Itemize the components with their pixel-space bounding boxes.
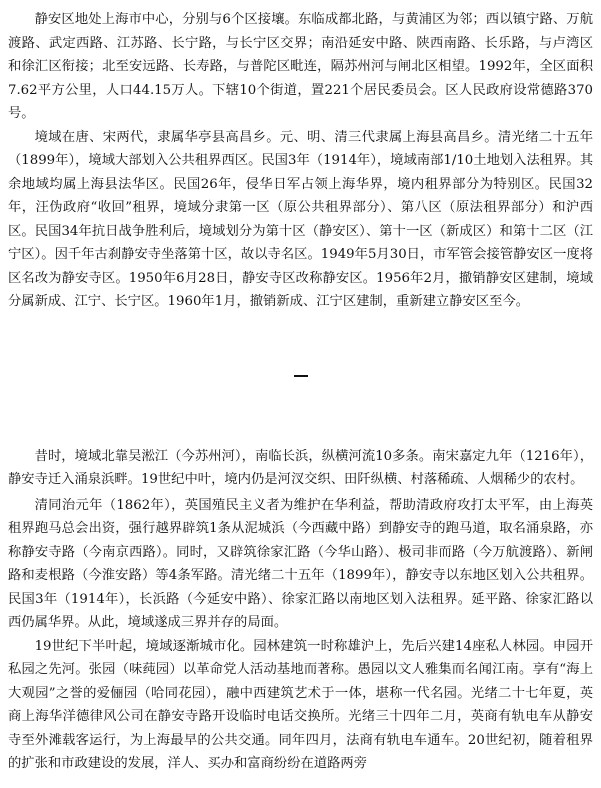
intro-paragraph-1: 静安区地处上海市中心，分别与6个区接壤。东临成都北路，与黄浦区为邻；西以镇宁路、万航渡路、武定西路、江苏路、长宁路，与长宁区交界；南沿延安中路、陕西南路、长乐路，与卢湾区和徐汇区衔接；北至安远路、长寿路，与普陀区毗连，隔苏州河与闸北区相望。1992年，全区面积7.62平方公里，人口44.15万人。下辖10个街道，置221个居民委员会。区人民政府设常德路370号。 xyxy=(8,12,593,121)
body-paragraph-2: 清同治元年（1862年），英国殖民主义者为维护在华利益，帮助清政府攻打太平军，由上海英租界跑马总会出资，强行越界辟筑1条从泥城浜（今西藏中路）到静安寺的跑马道，取名涌泉路，亦称静安寺路（今南京西路）。同时，又辟筑徐家汇路（今华山路）、极司非而路（今万航渡路）、新闸路和麦根路（今淮安路）等4条军路。清光绪二十五年（1899年），静安寺以东地区划入公共租界。民国3年（1914年），长浜路（今延安中路）、徐家汇路以南地区划入法租界。延平路、徐家汇路以西仍属华界。从此，境域遂成三界并存的局面。 xyxy=(8,497,593,630)
document-page xyxy=(8,8,593,776)
body-paragraph-3: 19世纪下半叶起，境域逐渐城市化。园林建筑一时称雄沪上，先后兴建14座私人林园。申园开私园之先河。张园（味莼园）以革命党人活动基地而著称。愚园以文人雅集而名闻江南。享有“海上大观园”之誉的爱俪园（哈同花园），融中西建筑艺术于一体，堪称一代名园。光绪二十七年夏，英商上海华洋德律风公司在静安寺路开设临时电话交换所。光绪三十四年二月，英商有轨电车从静安寺至外滩载客运行，为上海最早的公共交通。同年四月，法商有轨电车通车。20世纪初，随着租界的扩张和市政建设的发展，洋人、买办和富商纷纷在道路两旁 xyxy=(8,638,593,771)
intro-paragraph-2: 境域在唐、宋两代，隶属华亭县高昌乡。元、明、清三代隶属上海县高昌乡。清光绪二十五年（1899年），境域大部划入公共租界西区。民国3年（1914年），境域南部1/10土地划入法租界。其余地域均属上海县法华区。民国26年，侵华日军占领上海华界，境内租界部分为特别区。民国32年，汪伪政府“收回”租界，境域分隶第一区（原公共租界部分）、第八区（原法租界部分）和沪西区。民国34年抗日战争胜利后，境域划分为第十区（静安区）、第十一区（新成区）和第十二区（江宁区）。因千年古刹静安寺坐落第十区，故以寺名区。1949年5月30日，市军管会接管静安区一度将区名改为静安寺区。1950年6月28日，静安寺区改称静安区。1956年2月，撤销静安区建制，境域分属新成、江宁、长宁区。1960年1月，撤销新成、江宁区建制，重新建立静安区至今。 xyxy=(8,129,593,309)
section-divider xyxy=(294,375,308,377)
body-paragraph-1: 昔时，境域北靠吴淞江（今苏州河），南临长浜，纵横河流10多条。南宋嘉定九年（1216年），静安寺迁入涌泉浜畔。19世纪中叶，境内仍是河汊交织、田阡纵横、村落稀疏、人烟稀少的农村。 xyxy=(8,448,593,487)
